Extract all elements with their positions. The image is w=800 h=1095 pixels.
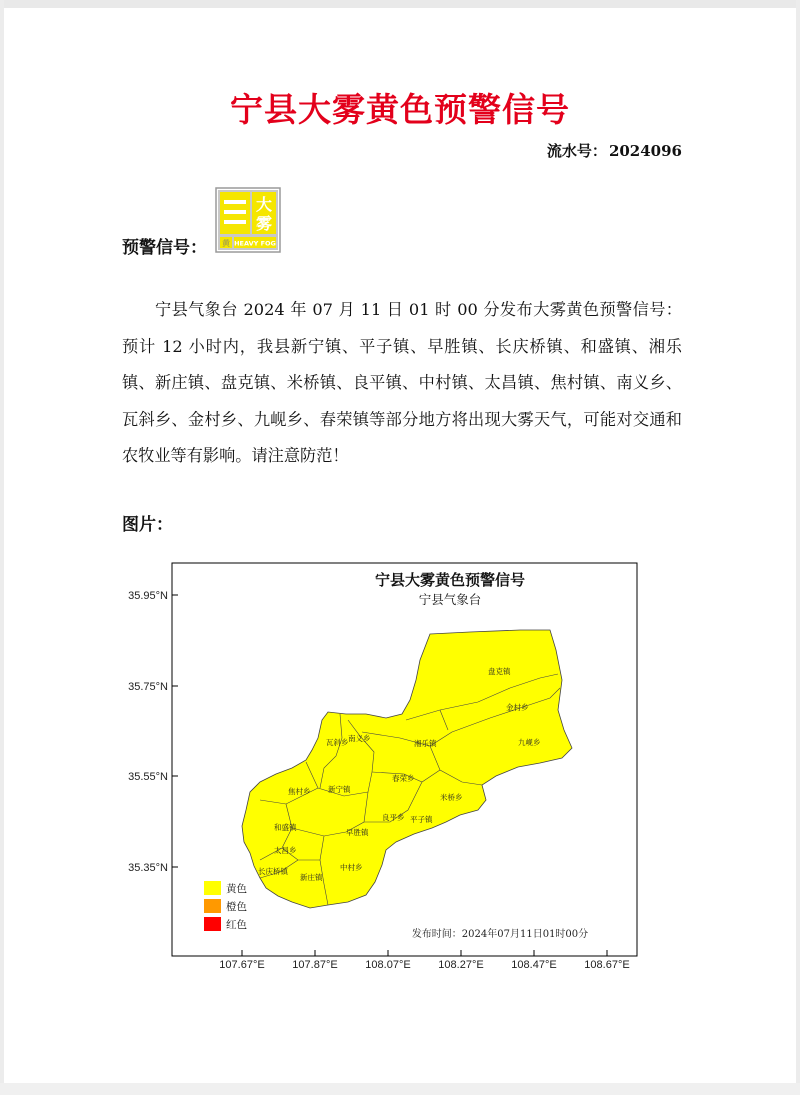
town-label: 早胜镇 [346,828,369,837]
town-label: 米桥乡 [440,793,463,802]
town-label: 九岘乡 [518,738,541,747]
legend-swatch-orange [204,899,221,913]
serial-label: 流水号： [546,142,607,160]
town-label: 长庆桥镇 [258,867,288,876]
legend-label-red: 红色 [226,919,247,931]
town-label: 良平乡 [382,813,405,822]
town-label: 南义乡 [348,734,371,743]
town-label: 新宁镇 [328,785,351,794]
y-tick-label: 35.55°N [128,771,168,783]
x-tick-label: 108.07°E [365,959,411,971]
town-label: 湘乐镇 [414,739,437,748]
x-tick-label: 107.67°E [219,959,265,971]
town-label: 焦村乡 [288,787,311,796]
signal-english: HEAVY FOG [234,239,276,248]
signal-glyph-top: 大 [255,195,273,214]
legend-swatch-red [204,917,221,931]
town-label: 和盛镇 [274,823,297,832]
warning-body-text: 宁县气象台 2024 年 07 月 11 日 01 时 00 分发布大雾黄色预警信号：预计 12 小时内，我县新宁镇、平子镇、早胜镇、长庆桥镇、和盛镇、湘乐镇、新庄镇、盘克镇、米桥镇、良平镇、中村镇、太昌镇、焦村镇、南义乡、瓦斜乡、金村乡、九岘乡、春荣镇等部分地方将出现大雾天气，可能对交通和农牧业等有影响。请注意防范！ [122,300,682,465]
y-tick-label: 35.95°N [128,590,168,602]
town-label: 平子镇 [410,815,433,824]
picture-label: 图片： [122,515,173,535]
x-tick-label: 107.87°E [292,959,338,971]
page-right-edge [796,0,800,1095]
town-label: 瓦斜乡 [326,738,349,747]
page-left-edge [0,0,4,1095]
map-title: 宁县大雾黄色预警信号 [374,571,526,589]
map-subtitle: 宁县气象台 [418,592,482,607]
x-tick-label: 108.67°E [584,959,630,971]
town-label: 中村乡 [340,863,363,872]
town-label: 金村乡 [506,703,529,712]
warning-map [110,560,640,980]
signal-glyph-bottom: 雾 [255,214,273,233]
y-tick-label: 35.75°N [128,681,168,693]
town-label: 春荣乡 [392,774,415,783]
signal-label: 预警信号： [122,238,207,258]
serial-number [545,140,682,161]
town-label: 新庄镇 [300,873,323,882]
serial-value: 2024096 [608,142,682,160]
town-label: 太昌乡 [274,846,297,855]
legend-swatch-yellow [204,881,221,895]
legend-label-yellow: 黄色 [226,883,247,895]
signal-badge: 黄 [222,239,230,248]
x-tick-label: 108.27°E [438,959,484,971]
town-label: 盘克镇 [488,667,511,676]
page-bottom-edge [0,1083,800,1095]
page-title: 宁县大雾黄色预警信号 [230,90,570,129]
page-top-edge [0,0,800,8]
heavy-fog-yellow-icon [215,187,281,253]
x-tick-label: 108.47°E [511,959,557,971]
legend-label-orange: 橙色 [226,901,247,913]
issue-time: 发布时间：2024年07月11日01时00分 [411,929,589,940]
y-tick-label: 35.35°N [128,862,168,874]
